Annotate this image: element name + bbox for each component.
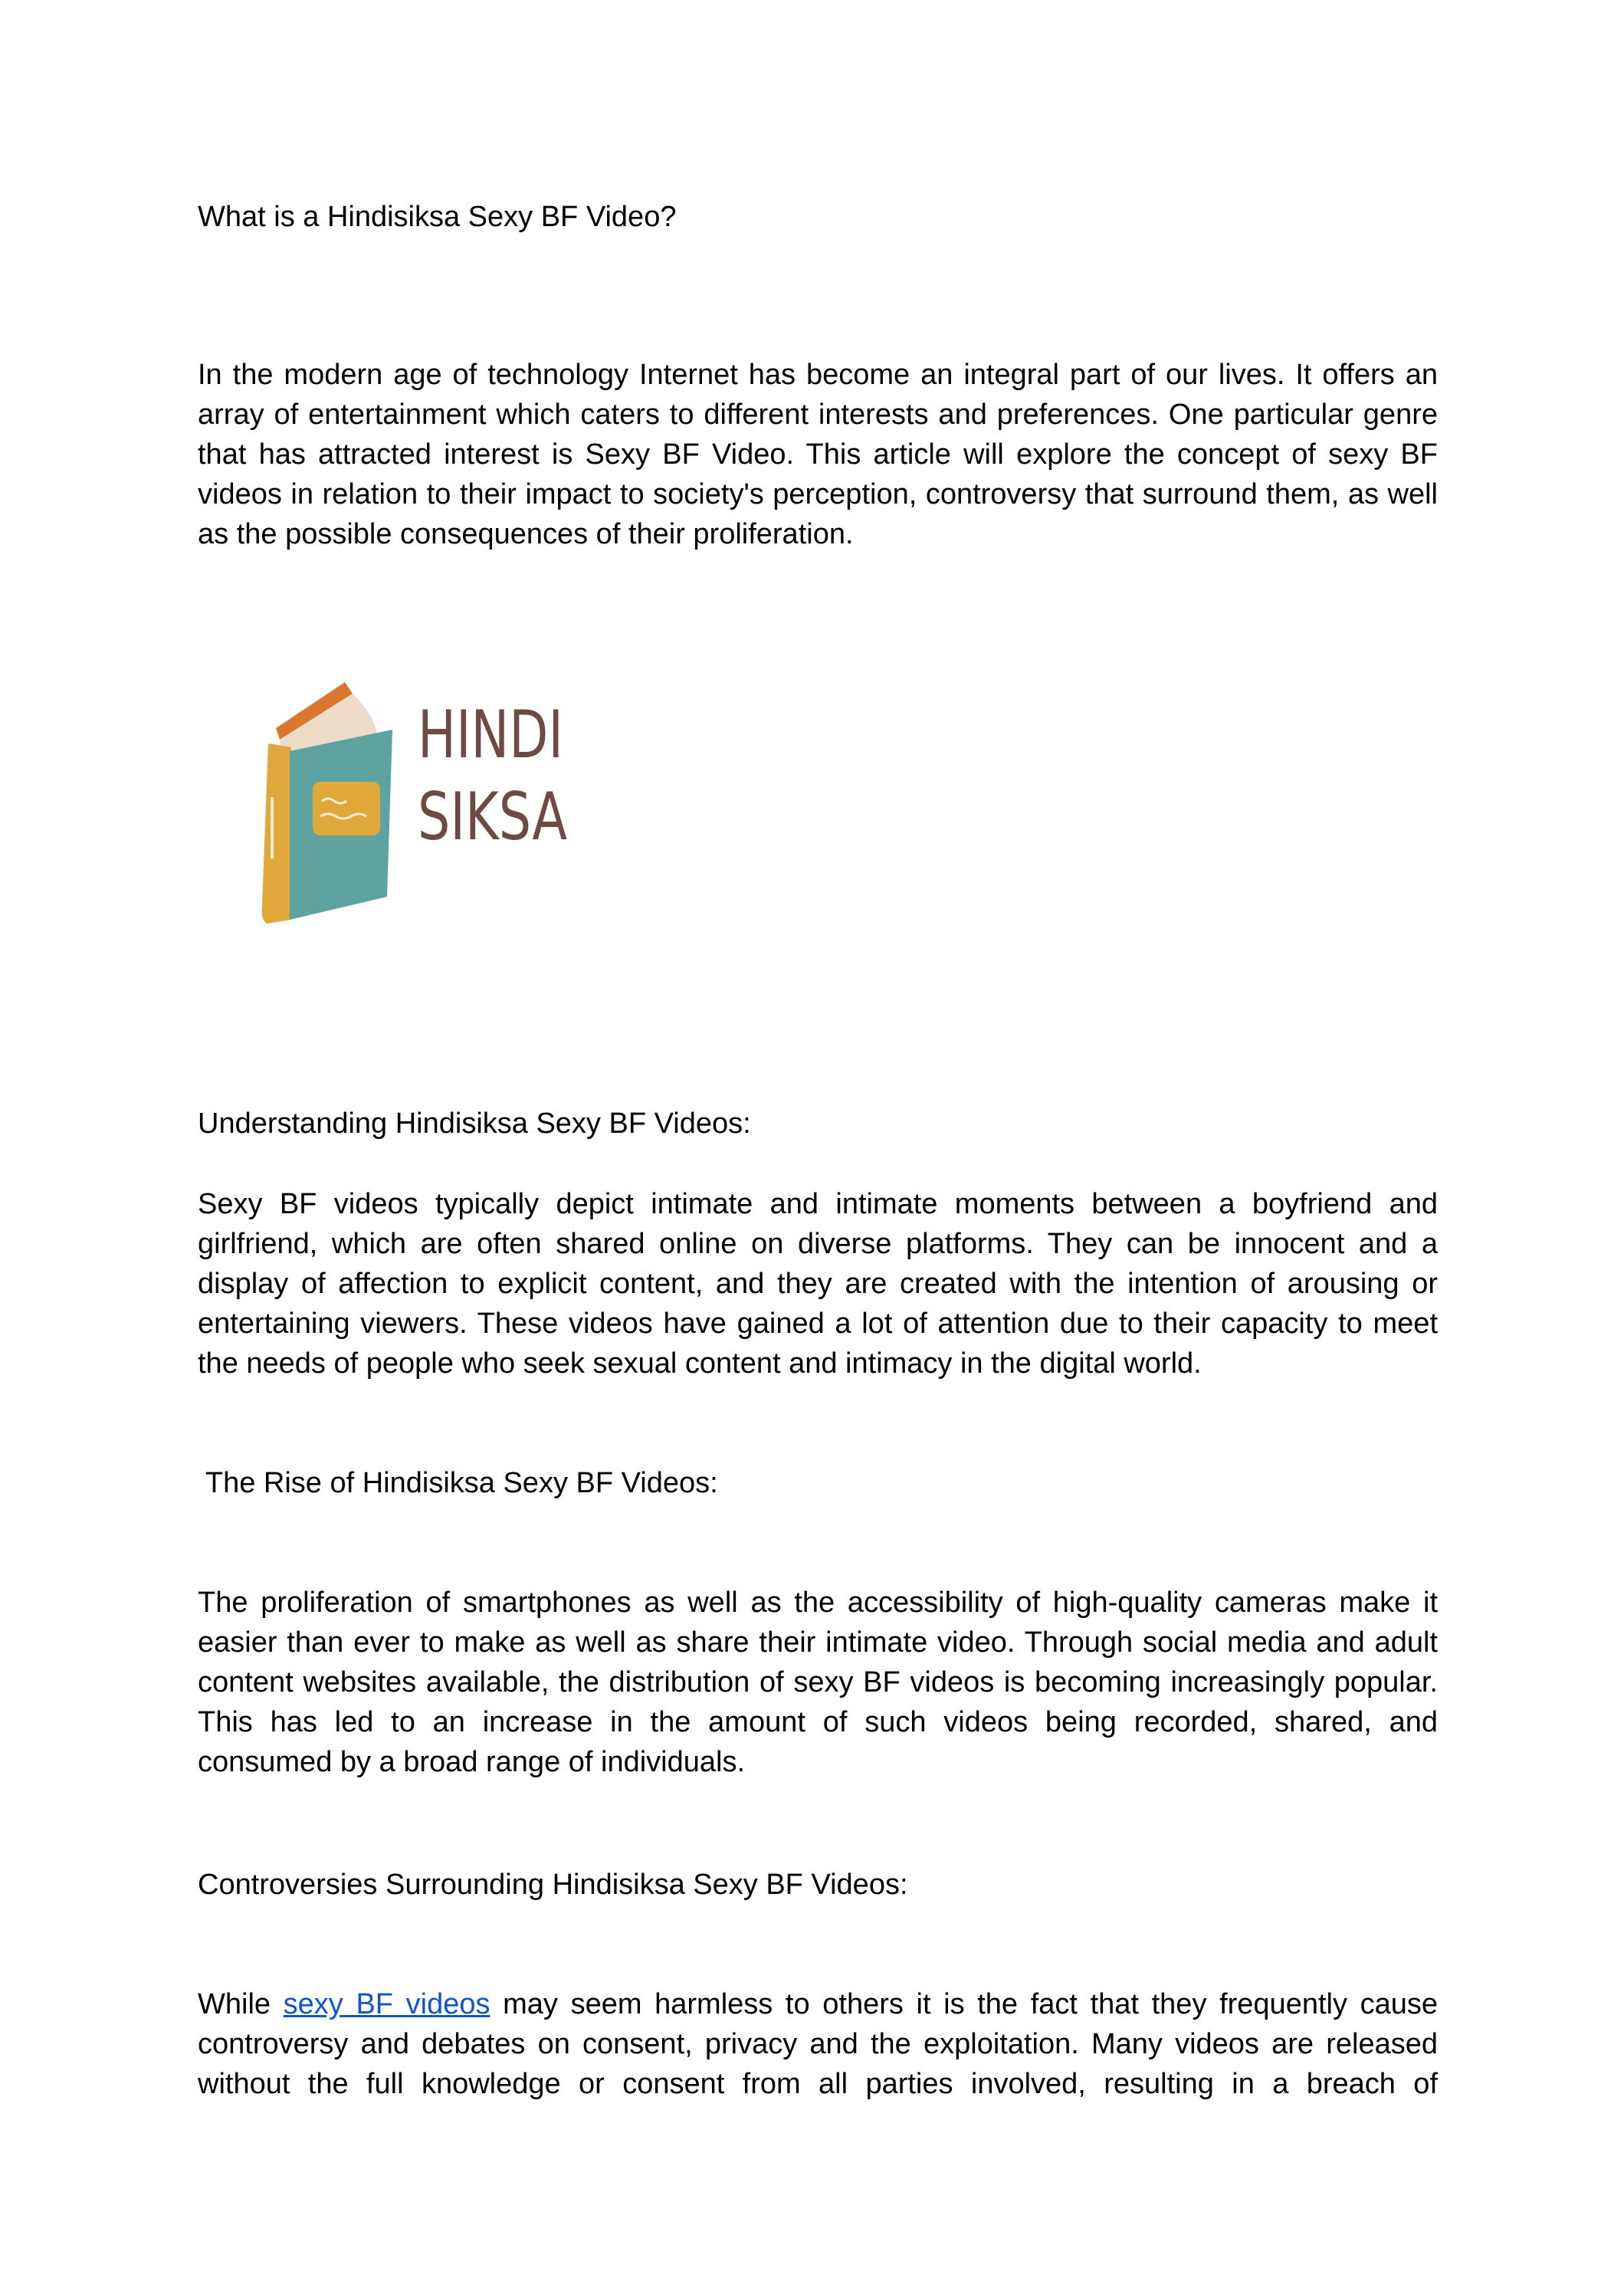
- logo-text-hindi: HINDI: [418, 697, 563, 773]
- section-paragraph: The proliferation of smartphones as well as the accessibility of high-quality cameras make it easier than ever to make as well as share their intimate video. Through social media and adult content websites available, the distribution of sexy BF videos is becoming increasingly popular. This has led to an increase in the amount of such videos being recorded, shared, and consumed by a broad range of individuals.: [198, 1587, 1438, 1778]
- hindisiksa-logo: [230, 667, 575, 931]
- section-heading: Understanding Hindisiksa Sexy BF Videos:: [198, 1108, 751, 1140]
- section-paragraph: Sexy BF videos typically depict intimate and intimate moments between a boyfriend and girlfriend, which are often shared online on diverse platforms. They can be innocent and a display of affection to explicit content, and they are created with the intention of arousing or entertaining viewers. These videos have gained a lot of attention due to their capacity to meet the needs of people who seek sexual content and intimacy in the digital world.: [198, 1188, 1438, 1380]
- page-title: What is a Hindisiksa Sexy BF Video?: [198, 201, 677, 233]
- section-heading: Controversies Surrounding Hindisiksa Sexy BF Videos:: [198, 1869, 908, 1901]
- book-icon: [262, 682, 392, 924]
- section-heading: The Rise of Hindisiksa Sexy BF Videos:: [198, 1467, 718, 1499]
- intro-paragraph: In the modern age of technology Internet has become an integral part of our lives. It offers an array of entertainment which caters to different interests and preferences. One particular genre that has attracted interest is Sexy BF Video. This article will explore the concept of sexy BF videos in relation to their impact to society's perception, controversy that surround them, as well as the possible consequences of their proliferation.: [198, 359, 1438, 550]
- paragraph-text: While: [198, 1988, 284, 2020]
- sexy-bf-videos-link[interactable]: sexy BF videos: [283, 1988, 490, 2020]
- logo-text-siksa: SIKSA: [418, 779, 568, 855]
- paragraph-text: may seem harmless to others it is the fact that they frequently cause controversy and debates on consent, privacy and the exploitation. Many videos are released without the full knowledge or consent from all parties involved, resulting in a breach of: [198, 1988, 1439, 2100]
- section-paragraph: [198, 1984, 1438, 2104]
